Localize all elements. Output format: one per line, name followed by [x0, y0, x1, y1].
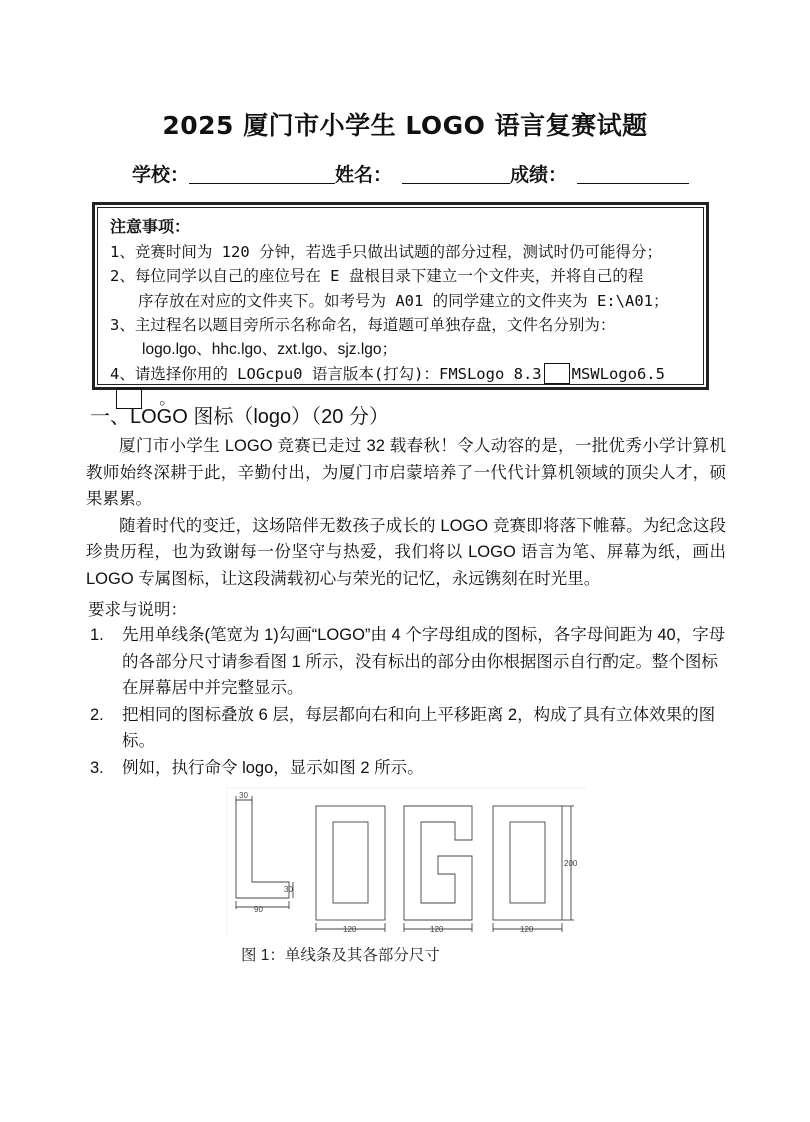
svg-text:120: 120	[520, 925, 534, 934]
name-field[interactable]	[402, 164, 510, 184]
notice-item-3b: logo.lgo、hhc.lgo、zxt.lgo、sjz.lgo；	[142, 340, 398, 358]
svg-text:120: 120	[343, 925, 357, 934]
notice-item-2b: 序存放在对应的文件夹下。如考号为 A01 的同学建立的文件夹为 E:\A01；	[138, 291, 669, 310]
notice-box	[92, 202, 709, 408]
notice-item-3a: 3、主过程名以题目旁所示名称命名，每道题可单独存盘，文件名分别为：	[110, 316, 616, 334]
school-label: 学校：	[132, 164, 190, 186]
page-title: 2025 厦门市小学生 LOGO 语言复赛试题	[162, 111, 648, 140]
requirement-item: 2. 把相同的图标叠放 6 层，每层都向右和向上平移距离 2，构成了具有立体效果的图标。	[90, 705, 716, 750]
requirement-item: 3. 例如，执行命令 logo，显示如图 2 所示。	[90, 758, 424, 777]
intro-text	[86, 433, 726, 592]
figure-1-logo-diagram	[226, 784, 586, 936]
notice-title: 注意事项：	[110, 217, 191, 236]
paragraph-2: 随着时代的变迁，这场陪伴无数孩子成长的 LOGO 竞赛即将落下帷幕。为纪念这段珍贵历程，也为致谢每一份坚守与热爱，我们将以 LOGO 语言为笔、屏幕为纸，画出 LOGO 专属图标，让这段满载初心与荣光的记忆，永远镌刻在时光里。	[86, 516, 726, 588]
requirements-list	[90, 622, 730, 781]
name-label: 姓名：	[335, 164, 393, 186]
requirement-item: 1. 先用单线条(笔宽为 1)勾画“LOGO”由 4 个字母组成的图标，各字母间距为 40，字母的各部分尺寸请参看图 1 所示，没有标出的部分由你根据图示自行酌定。整个图标在屏幕居中并完整显示。	[90, 626, 726, 697]
notice-item-1: 1、竞赛时间为 120 分钟，若选手只做出试题的部分过程，测试时仍可能得分；	[110, 242, 662, 261]
mswlogo-label: MSWLogo6.5	[571, 365, 665, 383]
requirements-title: 要求与说明：	[88, 601, 187, 619]
notice-item-2a: 2、每位同学以自己的座位号在 E 盘根目录下建立一个文件夹，并将自己的程	[110, 267, 644, 285]
paragraph-1: 厦门市小学生 LOGO 竞赛已走过 32 载春秋！令人动容的是，一批优秀小学计算机教师始终深耕于此，辛勤付出，为厦门市启蒙培养了一代代计算机领域的顶尖人才，硕果累累。	[86, 437, 726, 508]
svg-text:120: 120	[430, 925, 444, 934]
fmslogo-checkbox[interactable]	[544, 363, 570, 384]
student-info-line	[132, 160, 689, 187]
figure-caption: 图 1：单线条及其各部分尺寸	[241, 947, 440, 964]
svg-text:30: 30	[239, 791, 248, 800]
version-prompt: 4、请选择你用的 LOGcpu0 语言版本(打勾)：FMSLogo 8.3	[110, 365, 542, 383]
item4-end: 。	[159, 389, 175, 408]
letter-L	[236, 800, 289, 898]
school-field[interactable]	[189, 164, 335, 184]
score-label: 成绩：	[510, 164, 568, 186]
letter-G	[404, 806, 472, 920]
score-field[interactable]	[577, 164, 689, 184]
svg-text:200: 200	[564, 859, 578, 868]
svg-text:30: 30	[284, 885, 293, 894]
svg-text:90: 90	[254, 905, 263, 914]
section-title: 一、LOGO 图标（logo）（20 分）	[90, 406, 389, 428]
